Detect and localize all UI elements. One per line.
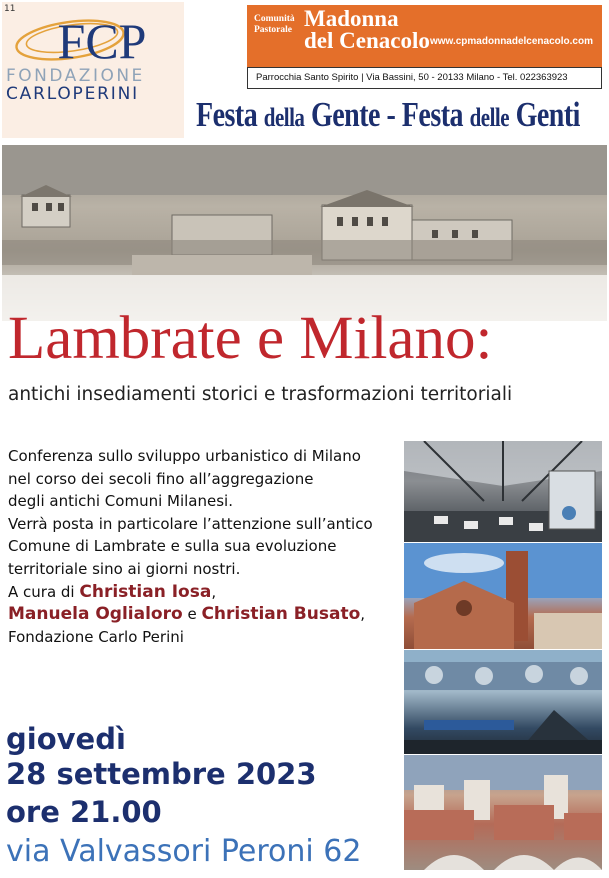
festa-word: Genti — [515, 96, 580, 135]
event-venue: via Valvassori Peroni 62 — [6, 834, 362, 869]
parish-address: Parrocchia Santo Spirito | Via Bassini, 50 - 20133 Milano - Tel. 022363923 — [256, 72, 568, 83]
city-skyline-photo — [404, 755, 602, 870]
madonna-line2: del Cenacolo — [304, 28, 430, 53]
festa-word: della — [263, 102, 305, 133]
speaker-name: Manuela Oglialoro — [8, 604, 183, 625]
description-line: nel corso dei secoli fino all’aggregazione — [8, 469, 314, 488]
punctuation: , — [211, 582, 217, 601]
conjunction: e — [182, 605, 202, 624]
curated-prefix: A cura di — [8, 582, 80, 601]
madonna-line1: Madonna — [304, 6, 399, 31]
event-date: 28 settembre 2023 — [6, 757, 317, 791]
historic-lambrate-photo — [2, 145, 607, 321]
description-line: degli antichi Comuni Milanesi. — [8, 492, 233, 511]
description-line: Conferenza sullo sviluppo urbanistico di Milano — [8, 447, 361, 465]
madonna-del-cenacolo — [304, 8, 430, 52]
parish-website: www.cpmadonnadelcenacolo.com — [430, 36, 593, 47]
main-title: Lambrate e Milano: — [8, 305, 493, 372]
curated-by-line — [8, 581, 403, 604]
speaker-name: Christian Iosa — [79, 581, 212, 602]
organization-line: Fondazione Carlo Perini — [8, 627, 184, 646]
comunita-line1: Comunità — [254, 14, 295, 24]
comunita-pastorale — [254, 14, 295, 36]
description-line: Verrà posta in particolare l’attenzione sull’antico — [8, 514, 373, 533]
speaker-name: Christian Busato — [201, 604, 361, 625]
festa-separator: - — [386, 96, 396, 135]
historic-photo-illustration — [2, 145, 607, 321]
festa-word: delle — [469, 102, 510, 133]
speakers-line — [8, 603, 403, 626]
fcp-name-line2: CARLOPERINI — [6, 84, 139, 104]
comunita-line2: Pastorale — [254, 25, 292, 35]
subtitle: antichi insediamenti storici e trasformazioni territoriali — [8, 384, 513, 405]
page-number: 11 — [4, 4, 16, 14]
description-line: Comune di Lambrate e sulla sua evoluzione — [8, 537, 337, 556]
festa-heading — [196, 96, 580, 136]
church-tower-photo — [404, 543, 602, 649]
conference-description — [8, 445, 403, 648]
festa-word: Gente — [310, 96, 380, 135]
punctuation: , — [360, 605, 366, 624]
event-time: ore 21.00 — [6, 795, 162, 829]
mural-building-photo — [404, 650, 602, 754]
festa-word: Festa — [196, 96, 258, 135]
fcp-logo — [10, 8, 180, 68]
fcp-logo-letters: FCP — [57, 13, 147, 68]
event-day: giovedì — [6, 722, 126, 756]
factory-hall-photo — [404, 441, 602, 542]
description-line: territoriale sino ai giorni nostri. — [8, 559, 241, 578]
festa-word: Festa — [401, 96, 464, 135]
fcp-name-line1: FONDAZIONE — [6, 66, 145, 86]
